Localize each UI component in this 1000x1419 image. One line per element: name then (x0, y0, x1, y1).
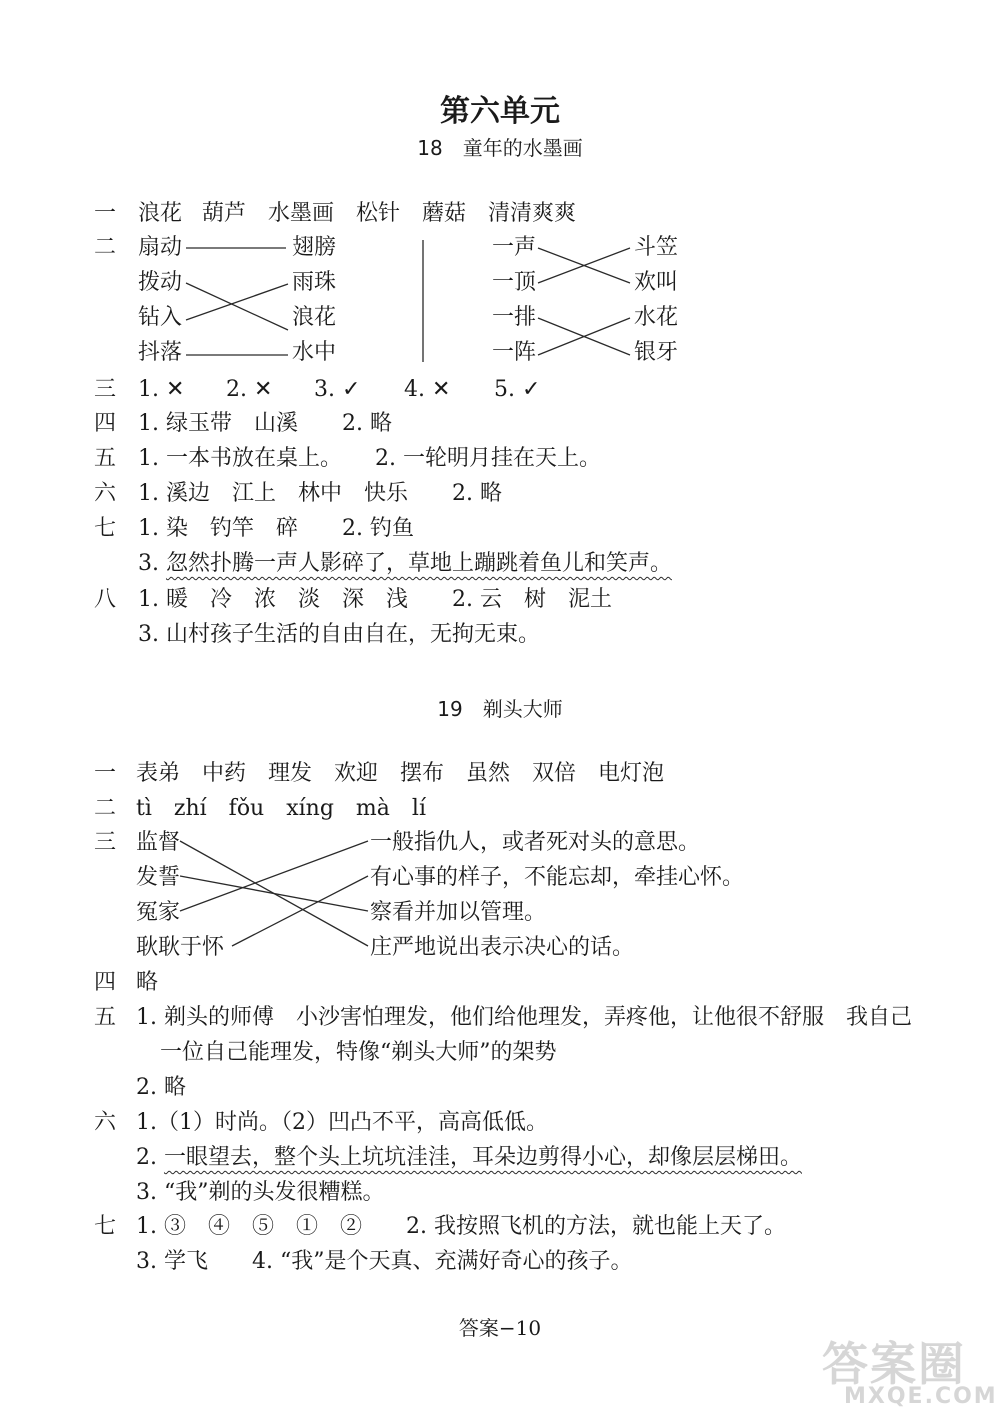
l18-q8-answer-1: 1. 暖 冷 浓 淡 深 浅 2. 云 树 泥土 (138, 587, 612, 612)
page-number: 答案−10 (458, 1316, 542, 1340)
match-line (180, 841, 368, 911)
l18-q2-left-word: 抖落 (138, 340, 183, 365)
l19-q1-word: 欢迎 (334, 761, 379, 786)
l18-q7-wavy-sentence: 忽然扑腾一声人影碎了，草地上蹦跳着鱼儿和笑声。 (165, 551, 672, 576)
l18-q3-item: 4. ✕ (404, 377, 451, 402)
l18-q7-answer-1: 1. 染 钓竿 碎 2. 钓鱼 (138, 516, 414, 541)
l18-q2-left-word: 扇动 (138, 235, 183, 260)
l19-q6-answer-2-number: 2. (136, 1145, 164, 1170)
l18-q3-item: 2. ✕ (226, 377, 273, 402)
l18-q2-noun-word: 银牙 (634, 340, 679, 365)
l18-q7-answer-2 (138, 551, 672, 577)
l19-q7-answer-1: 1. ③ ④ ⑤ ① ② 2. 我按照飞机的方法，就也能上天了。 (136, 1214, 786, 1239)
match-line (232, 876, 368, 946)
l19-q1-word: 虽然 (466, 761, 511, 786)
l19-q1-label: 一 (94, 761, 117, 786)
l19-q3-definition: 察看并加以管理。 (370, 900, 547, 925)
l18-q5-label: 五 (94, 446, 117, 471)
l18-q1-word: 浪花 (138, 201, 183, 226)
l19-q1-word: 摆布 (400, 761, 445, 786)
l19-q6-wavy-sentence: 一眼望去，整个头上坑坑洼洼，耳朵边剪得小心，却像层层梯田。 (163, 1145, 802, 1170)
l18-q2-measure-word: 一排 (492, 305, 537, 330)
l18-q2-measure-word: 一顶 (492, 270, 537, 295)
l18-q1-word: 清清爽爽 (488, 201, 577, 226)
l18-q7-label: 七 (94, 516, 117, 541)
l19-q3-left-word: 监督 (136, 830, 181, 855)
l18-q1-label: 一 (94, 201, 117, 226)
l18-q2-measure-word: 一声 (492, 235, 537, 260)
l18-q2-right-word: 翅膀 (292, 235, 337, 260)
l19-q5-answer-2: 2. 略 (136, 1075, 186, 1100)
l19-q3-left-word: 发誓 (136, 865, 181, 890)
l19-q5-answer-1: 1. 剃头的师傅 小沙害怕理发，他们给他理发，弄疼他，让他很不舒服 我自己 (136, 1005, 912, 1030)
l18-q1-word: 蘑菇 (422, 201, 467, 226)
l19-q6-answer-1: 1.（1）时尚。（2）凹凸不平，高高低低。 (136, 1110, 548, 1135)
l18-q1-word: 葫芦 (202, 201, 247, 226)
watermark-logo (822, 1328, 998, 1412)
l19-q3-definition: 一般指仇人，或者死对头的意思。 (370, 830, 701, 855)
l19-q6-answer-3: 3. “我”剃的头发很糟糕。 (136, 1180, 385, 1205)
l18-q6-label: 六 (94, 481, 117, 506)
l18-q3-item: 5. ✓ (494, 377, 541, 402)
l19-q3-definition: 庄严地说出表示决心的话。 (370, 935, 635, 960)
l18-q5-answer: 1. 一本书放在桌上。 2. 一轮明月挂在天上。 (138, 446, 601, 471)
l19-q3-left-word: 冤家 (136, 900, 181, 925)
l19-q6-answer-2 (136, 1145, 802, 1171)
l19-q2-pinyin: tì zhí fǒu xíng mà lí (136, 796, 426, 821)
l18-q7-answer-2-number: 3. (138, 551, 166, 576)
l18-q3-label: 三 (94, 377, 117, 402)
l18-q2-label: 二 (94, 235, 117, 260)
l18-q4-answer: 1. 绿玉带 山溪 2. 略 (138, 411, 392, 436)
unit-title: 第六单元 (440, 94, 560, 129)
lesson-19-title: 19 剃头大师 (437, 697, 563, 721)
l18-q2-left-word: 钻入 (138, 305, 183, 330)
watermark-chars: 答案圈 (822, 1337, 966, 1391)
l18-q2-right-word: 水中 (292, 340, 337, 365)
l19-q4-label: 四 (94, 970, 117, 995)
l19-q1-word: 电灯泡 (598, 761, 665, 786)
l18-q3-item: 1. ✕ (138, 377, 185, 402)
l19-q3-definition: 有心事的样子，不能忘却，牵挂心怀。 (370, 865, 745, 890)
l19-q2-label: 二 (94, 796, 117, 821)
l18-q4-label: 四 (94, 411, 117, 436)
l19-q7-answer-2: 3. 学飞 4. “我”是个天真、充满好奇心的孩子。 (136, 1249, 633, 1274)
l19-q7-label: 七 (94, 1214, 117, 1239)
l19-q6-label: 六 (94, 1110, 117, 1135)
l19-q4-answer: 略 (136, 970, 159, 995)
l18-q8-answer-2: 3. 山村孩子生活的自由自在，无拘无束。 (138, 622, 540, 647)
l18-q2-noun-word: 斗笠 (634, 235, 679, 260)
l18-q2-noun-word: 欢叫 (634, 270, 679, 295)
match-line (180, 876, 368, 911)
l19-q1-word: 理发 (268, 761, 313, 786)
l18-q3-item: 3. ✓ (314, 377, 361, 402)
l18-q2-right-word: 雨珠 (292, 270, 337, 295)
l18-q2-left-word: 拨动 (138, 270, 183, 295)
l18-q2-measure-word: 一阵 (492, 340, 537, 365)
l19-q5-answer-1-cont: 一位自己能理发，特像“剃头大师”的架势 (160, 1040, 557, 1065)
l19-q3-label: 三 (94, 830, 117, 855)
l18-q2-noun-word: 水花 (634, 305, 679, 330)
l18-q2-right-word: 浪花 (292, 305, 337, 330)
l19-q3-left-word: 耿耿于怀 (136, 935, 225, 960)
l18-q1-word: 松针 (356, 201, 401, 226)
l19-q1-word: 双倍 (532, 761, 577, 786)
l19-q5-label: 五 (94, 1005, 117, 1030)
watermark-url: MXQE.COM (844, 1384, 998, 1409)
lesson-18-title: 18 童年的水墨画 (417, 136, 583, 160)
l19-q1-word: 中药 (202, 761, 247, 786)
l18-q6-answer: 1. 溪边 江上 林中 快乐 2. 略 (138, 481, 502, 506)
l19-q1-word: 表弟 (136, 761, 181, 786)
l18-q1-word: 水墨画 (268, 201, 335, 226)
l18-q8-label: 八 (94, 587, 117, 612)
